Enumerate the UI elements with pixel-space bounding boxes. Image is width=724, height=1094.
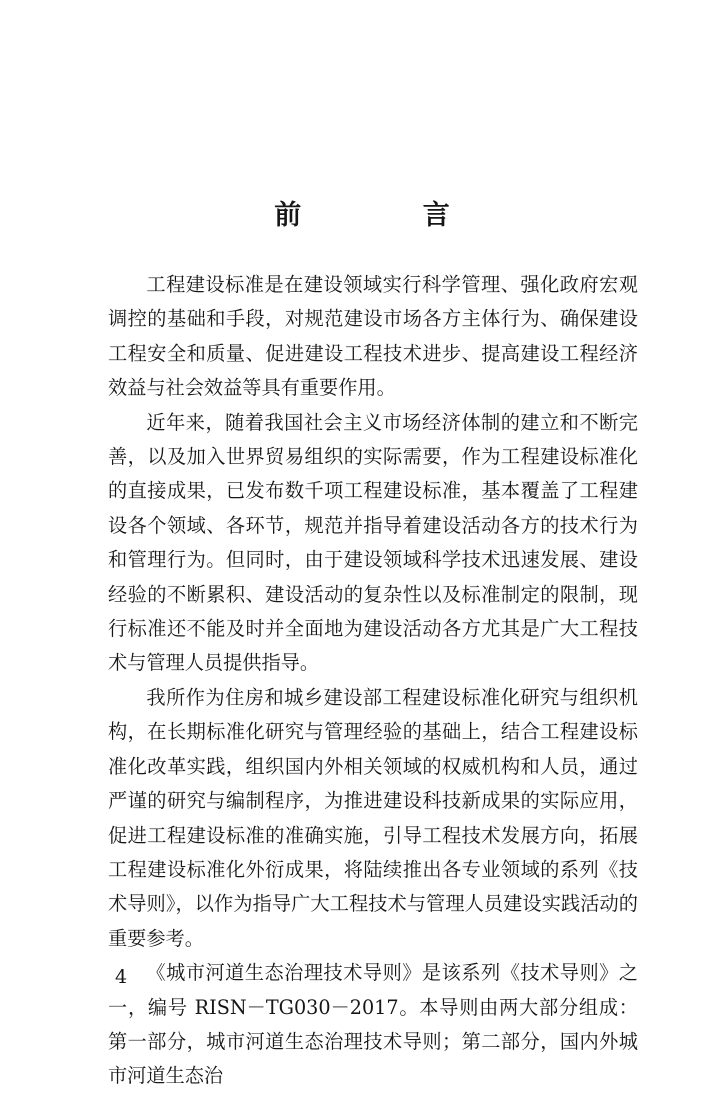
paragraph: 近年来，随着我国社会主义市场经济体制的建立和不断完善，以及加入世界贸易组织的实际需要，作为工程建设标准化的直接成果，已发布数千项工程建设标准，基本覆盖了工程建设各个领域、各环节，规范并指导着建设活动各方的技术行为和管理行为。但同时，由于建设领域科学技术迅速发展、建设经验的不断累积、建设活动的复杂性以及标准制定的限制，现行标准还不能及时并全面地为建设活动各方尤其是广大工程技术与管理人员提供指导。	[108, 410, 638, 675]
body-text	[108, 268, 638, 1094]
page-title: 前 言	[274, 200, 506, 231]
paragraph: 《城市河道生态治理技术导则》是该系列《技术导则》之一，编号 RISN－TG030－2017。本导则由两大部分组成：第一部分，城市河道生态治理技术导则；第二部分，国内外城市河道生态治	[108, 961, 638, 1088]
paragraph: 工程建设标准是在建设领域实行科学管理、强化政府宏观调控的基础和手段，对规范建设市场各方主体行为、确保建设工程安全和质量、促进建设工程技术进步、提高建设工程经济效益与社会效益等具有重要作用。	[108, 273, 638, 400]
page-number: 4	[115, 966, 128, 988]
paragraph: 我所作为住房和城乡建设部工程建设标准化研究与组织机构，在长期标准化研究与管理经验的基础上，结合工程建设标准化改革实践，组织国内外相关领域的权威机构和人员，通过严谨的研究与编制程序，为推进建设科技新成果的实际应用，促进工程建设标准的准确实施，引导工程技术发展方向，拓展工程建设标准化外衍成果，将陆续推出各专业领域的系列《技术导则》，以作为指导广大工程技术与管理人员建设实践活动的重要参考。	[108, 685, 638, 950]
